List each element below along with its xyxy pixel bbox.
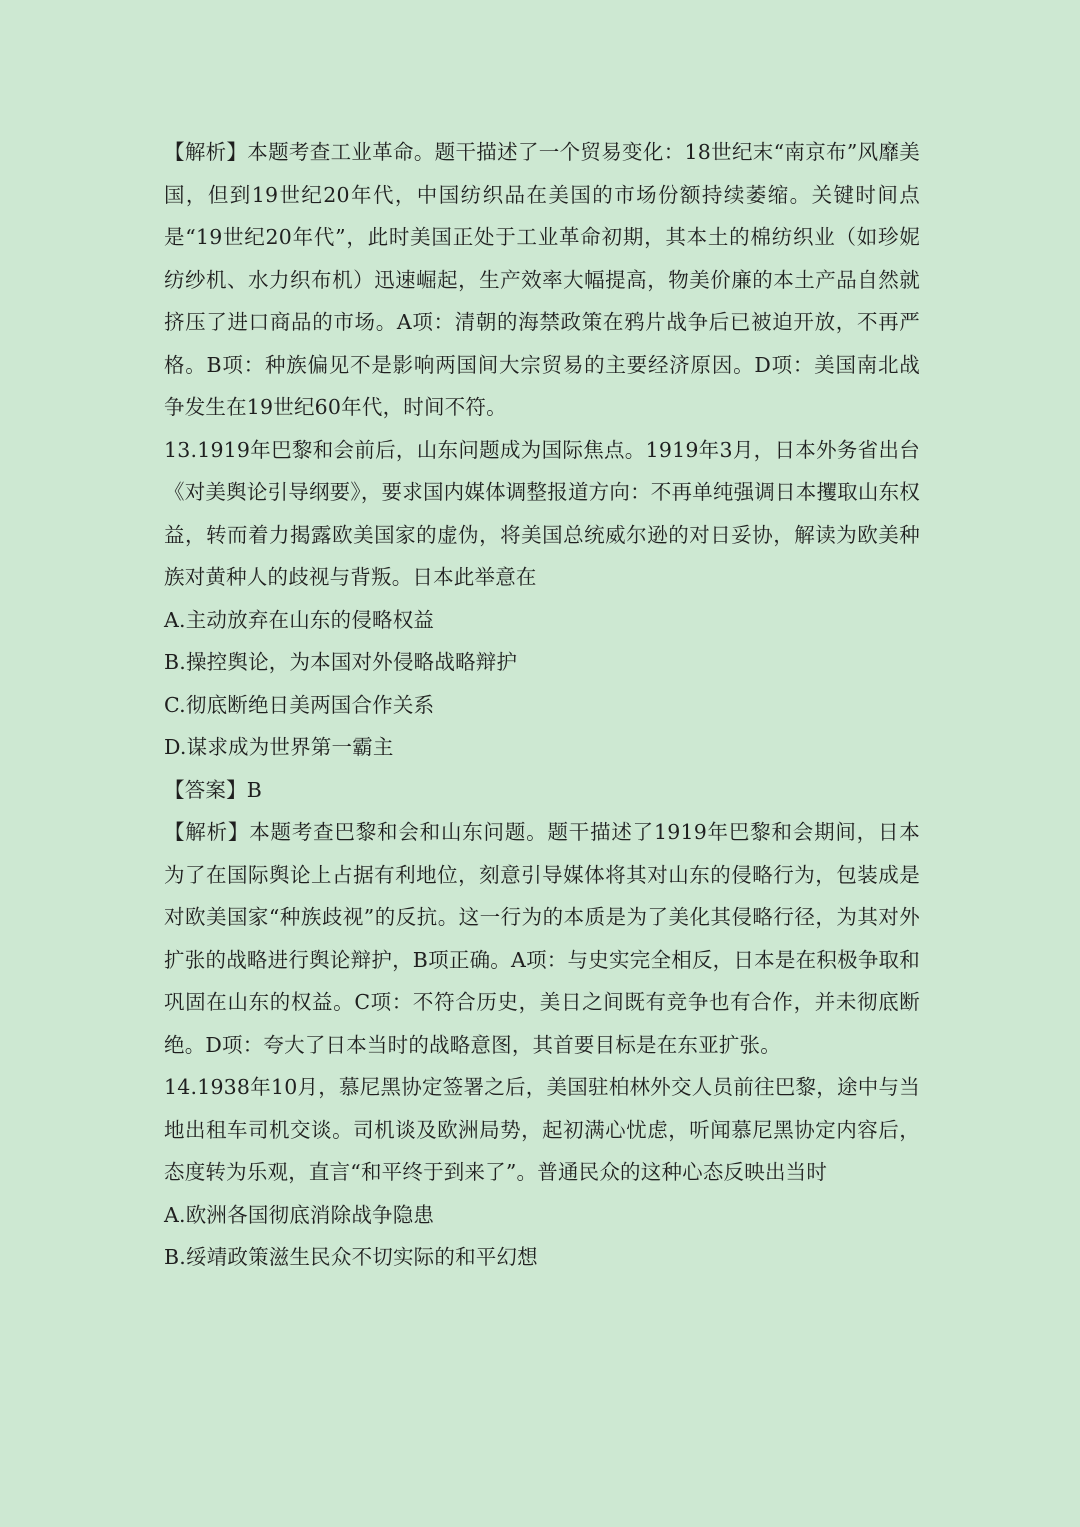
q14-stem: 14.1938年10月，慕尼黑协定签署之后，美国驻柏林外交人员前往巴黎，途中与当地出租车司机交谈。司机谈及欧洲局势，起初满心忧虑，听闻慕尼黑协定内容后，态度转为乐观，直言“和平终于到来了”。普通民众的这种心态反映出当时 <box>164 1075 920 1184</box>
q13-answer: 【答案】B <box>164 777 263 802</box>
q13-option-a: A.主动放弃在山东的侵略权益 <box>164 607 435 632</box>
q13-analysis: 【解析】本题考查巴黎和会和山东问题。题干描述了1919年巴黎和会期间，日本为了在国际舆论上占据有利地位，刻意引导媒体将其对山东的侵略行为，包装成是对欧美国家“种族歧视”的反抗。这一行为的本质是为了美化其侵略行径，为其对外扩张的战略进行舆论辩护，B项正确。A项：与史实完全相反，日本是在积极争取和巩固在山东的权益。C项：不符合历史，美日之间既有竞争也有合作，并未彻底断绝。D项：夸大了日本当时的战略意图，其首要目标是在东亚扩张。 <box>164 820 920 1057</box>
q14-option-b: B.绥靖政策滋生民众不切实际的和平幻想 <box>164 1245 538 1269</box>
document-page <box>164 131 920 1279</box>
q12-analysis: 【解析】本题考查工业革命。题干描述了一个贸易变化：18世纪末“南京布”风靡美国，但到19世纪20年代，中国纺织品在美国的市场份额持续萎缩。关键时间点是“19世纪20年代”，此时美国正处于工业革命初期，其本土的棉纺织业（如珍妮纺纱机、水力织布机）迅速崛起，生产效率大幅提高，物美价廉的本土产品自然就挤压了进口商品的市场。A项：清朝的海禁政策在鸦片战争后已被迫开放，不再严格。B项：种族偏见不是影响两国间大宗贸易的主要经济原因。D项：美国南北战争发生在19世纪60年代，时间不符。 <box>164 140 920 419</box>
q13-option-d: D.谋求成为世界第一霸主 <box>164 735 394 759</box>
q13-option-b: B.操控舆论，为本国对外侵略战略辩护 <box>164 650 518 674</box>
q13-option-c: C.彻底断绝日美两国合作关系 <box>164 692 435 717</box>
q14-option-a: A.欧洲各国彻底消除战争隐患 <box>164 1202 435 1227</box>
q13-stem: 13.1919年巴黎和会前后，山东问题成为国际焦点。1919年3月，日本外务省出台《对美舆论引导纲要》，要求国内媒体调整报道方向：不再单纯强调日本攫取山东权益，转而着力揭露欧美国家的虚伪，将美国总统威尔逊的对日妥协，解读为欧美种族对黄种人的歧视与背叛。日本此举意在 <box>164 437 920 589</box>
